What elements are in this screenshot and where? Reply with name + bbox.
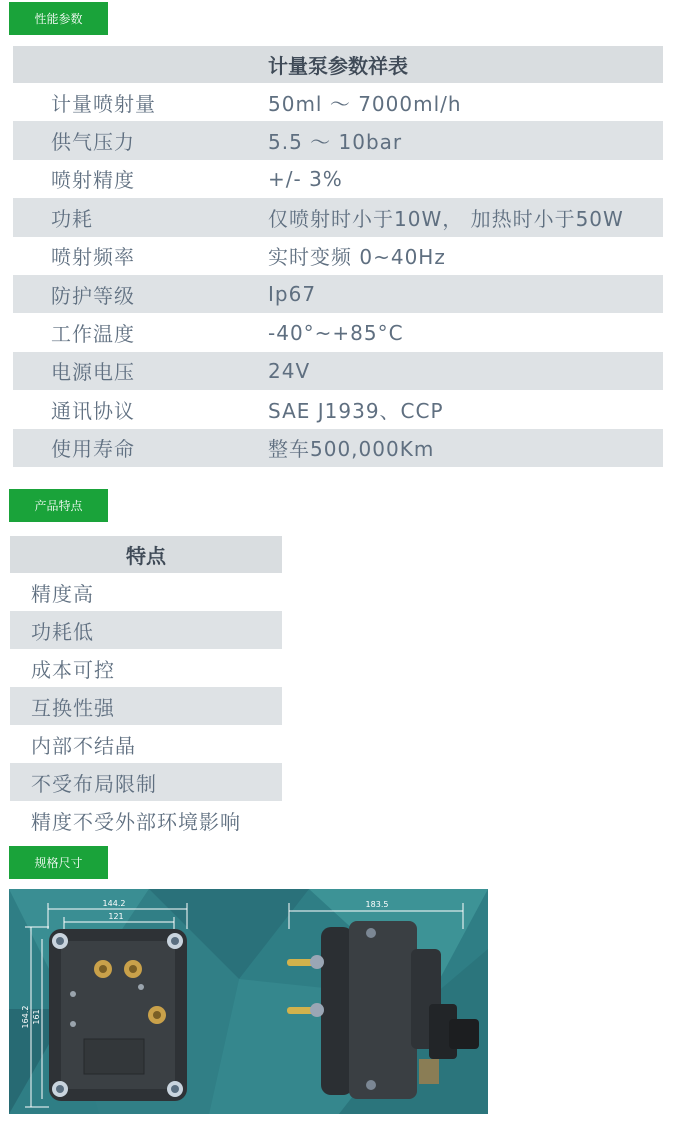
section-tag-performance bbox=[9, 2, 108, 35]
dim-height-inner: 161 bbox=[32, 1009, 41, 1025]
feature-table-title: 特点 bbox=[10, 536, 282, 573]
list-item: 不受布局限制 bbox=[10, 763, 282, 801]
list-item: 精度高 bbox=[31, 581, 94, 606]
list-item: 功耗低 bbox=[10, 611, 282, 649]
spec-key: 喷射精度 bbox=[51, 168, 135, 193]
spec-value: 5.5 ～ 10bar bbox=[268, 130, 403, 155]
dim-height-outer: 164.2 bbox=[21, 1005, 30, 1029]
spec-key: 计量喷射量 bbox=[51, 91, 156, 116]
spec-key: 防护等级 bbox=[51, 283, 135, 308]
spec-value: 仅喷射时小于10W， 加热时小于50W bbox=[268, 206, 624, 231]
pump-dimension-image bbox=[9, 889, 488, 1114]
dim-width-inner: 121 bbox=[108, 912, 124, 921]
table-row bbox=[13, 390, 663, 428]
list-item: 精度不受外部环境影响 bbox=[31, 809, 241, 834]
list-item: 互换性强 bbox=[10, 687, 282, 725]
spec-value: 24V bbox=[268, 358, 311, 383]
section-tag-features bbox=[9, 489, 108, 522]
spec-key: 通讯协议 bbox=[51, 398, 135, 423]
spec-value: -40°~+85°C bbox=[268, 320, 404, 345]
table-row bbox=[13, 160, 663, 198]
list-item: 内部不结晶 bbox=[31, 733, 136, 758]
pump-drawing-svg bbox=[9, 889, 488, 1114]
table-row bbox=[13, 352, 663, 390]
table-row bbox=[13, 198, 663, 236]
spec-key: 功耗 bbox=[51, 206, 93, 231]
section-tag-label: 规格尺寸 bbox=[34, 856, 83, 870]
section-tag-dimensions bbox=[9, 846, 108, 879]
pump-front-view bbox=[49, 929, 187, 1101]
spec-key: 供气压力 bbox=[51, 130, 135, 155]
spec-table-title: 计量泵参数祥表 bbox=[13, 46, 663, 83]
spec-value: Ip67 bbox=[268, 282, 317, 307]
spec-value: 实时变频 0~40Hz bbox=[268, 245, 446, 270]
table-row bbox=[13, 121, 663, 159]
feature-table bbox=[10, 536, 282, 839]
dim-width-outer: 144.2 bbox=[102, 899, 126, 908]
spec-value: 50ml ～ 7000ml/h bbox=[268, 91, 462, 116]
table-row bbox=[13, 275, 663, 313]
spec-key: 喷射频率 bbox=[51, 245, 135, 270]
table-row bbox=[13, 313, 663, 351]
section-tag-label: 性能参数 bbox=[34, 12, 83, 26]
dim-depth: 183.5 bbox=[365, 900, 389, 909]
spec-value: +/- 3% bbox=[268, 166, 343, 191]
spec-value: SAE J1939、CCP bbox=[268, 398, 444, 423]
table-row bbox=[13, 429, 663, 467]
section-tag-label: 产品特点 bbox=[34, 499, 83, 513]
spec-value: 整车500,000Km bbox=[268, 437, 435, 462]
spec-key: 使用寿命 bbox=[51, 437, 135, 462]
spec-key: 工作温度 bbox=[51, 322, 135, 347]
table-row bbox=[13, 83, 663, 121]
table-row bbox=[13, 237, 663, 275]
list-item: 成本可控 bbox=[31, 657, 115, 682]
spec-table bbox=[13, 46, 663, 467]
spec-key: 电源电压 bbox=[51, 360, 135, 385]
